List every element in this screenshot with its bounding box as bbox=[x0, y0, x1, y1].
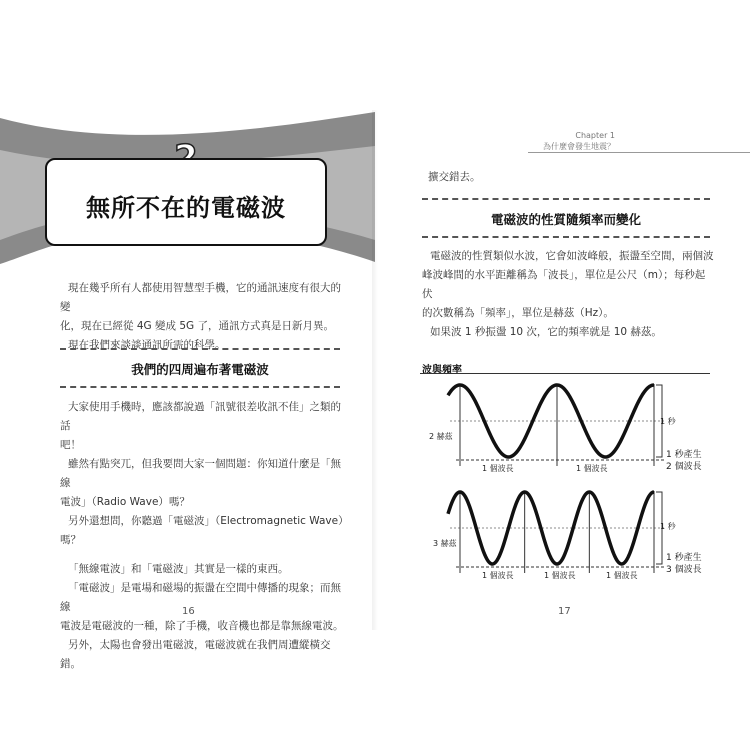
intro-line: 現在幾乎所有人都使用智慧型手機，它的通訊速度有很大的變 bbox=[60, 282, 341, 313]
frequency-label-2hz: 2 赫茲 bbox=[429, 432, 453, 441]
caption-line: 1 秒產生 bbox=[666, 450, 702, 460]
right-body-text bbox=[422, 247, 714, 342]
divider bbox=[422, 198, 710, 200]
body-line: 大家使用手機時，應該都說過「訊號很差收訊不佳」之類的話 bbox=[60, 401, 341, 432]
book-gutter bbox=[372, 110, 378, 630]
body-line: 「無線電波」和「電磁波」其實是一樣的東西。 bbox=[68, 563, 289, 575]
body-line: 電波」（Radio Wave）嗎？ bbox=[60, 496, 190, 508]
caption-2hz bbox=[666, 449, 702, 473]
wavelength-label: 1 個波長 bbox=[576, 464, 608, 473]
frequency-label-3hz: 3 赫茲 bbox=[433, 539, 457, 548]
caption-line: 1 秒產生 bbox=[666, 553, 702, 563]
chapter-title-box bbox=[45, 158, 327, 246]
body-line: 峰波峰間的水平距離稱為「波長」，單位是公尺（m）；每秒起伏 bbox=[422, 269, 706, 300]
figure-title: 波與頻率 bbox=[422, 365, 462, 376]
intro-paragraph bbox=[60, 279, 350, 355]
section-heading-left bbox=[60, 348, 340, 388]
intro-line: 現在我們來談談通訊所需的科學。 bbox=[68, 339, 226, 351]
continued-line: 擴交錯去。 bbox=[428, 171, 481, 183]
body-line: 另外還想問，你聽過「電磁波」（Electromagnetic Wave）嗎？ bbox=[60, 515, 344, 546]
wavelength-label: 1 個波長 bbox=[606, 571, 638, 580]
running-head-chapter: Chapter 1 bbox=[575, 131, 615, 140]
running-head-title: 為什麼會發生地震？ bbox=[543, 142, 615, 151]
page-number-right: 17 bbox=[558, 606, 571, 617]
body-line: 另外，太陽也會發出電磁波，電磁波就在我們周遭縱橫交錯。 bbox=[60, 639, 331, 670]
body-line: 「電磁波」是電場和磁場的振盪在空間中傳播的現象；而無線 bbox=[60, 582, 341, 613]
caption-3hz bbox=[666, 552, 702, 576]
divider bbox=[60, 386, 340, 388]
caption-line: 3 個波長 bbox=[666, 565, 702, 575]
figure-title-rule bbox=[420, 373, 710, 374]
body-line: 雖然有點突兀，但我要問大家一個問題：你知道什麼是「無線 bbox=[60, 458, 341, 489]
section-heading-right bbox=[422, 198, 710, 238]
body-line: 電波是電磁波的一種，除了手機，收音機也都是靠無線電波。 bbox=[60, 620, 344, 632]
page-number-left: 16 bbox=[182, 606, 195, 617]
running-head bbox=[543, 130, 615, 152]
caption-line: 2 個波長 bbox=[666, 462, 702, 472]
divider bbox=[422, 236, 710, 238]
wavelength-label: 1 個波長 bbox=[482, 571, 514, 580]
section-heading-text: 我們的四周遍布著電磁波 bbox=[131, 362, 269, 377]
body-line: 吧！ bbox=[60, 439, 81, 451]
running-head-rule bbox=[528, 152, 750, 153]
body-line: 的次數稱為「頻率」，單位是赫茲（Hz）。 bbox=[422, 307, 614, 319]
section-heading-text: 電磁波的性質隨頻率而變化 bbox=[490, 212, 641, 227]
divider bbox=[60, 348, 340, 350]
one-second-label-2hz: 1 秒 bbox=[660, 417, 676, 426]
chapter-title: 無所不在的電磁波 bbox=[86, 194, 286, 222]
wavelength-label: 1 個波長 bbox=[544, 571, 576, 580]
body-line: 如果波 1 秒振盪 10 次，它的頻率就是 10 赫茲。 bbox=[430, 326, 662, 338]
left-body-text bbox=[60, 398, 345, 674]
intro-line: 化，現在已經從 4G 變成 5G 了，通訊方式真是日新月異。 bbox=[60, 320, 334, 332]
body-line: 電磁波的性質類似水波，它會如波峰般，振盪至空間，兩個波 bbox=[430, 250, 714, 262]
wavelength-label: 1 個波長 bbox=[482, 464, 514, 473]
one-second-label-3hz: 1 秒 bbox=[660, 522, 676, 531]
